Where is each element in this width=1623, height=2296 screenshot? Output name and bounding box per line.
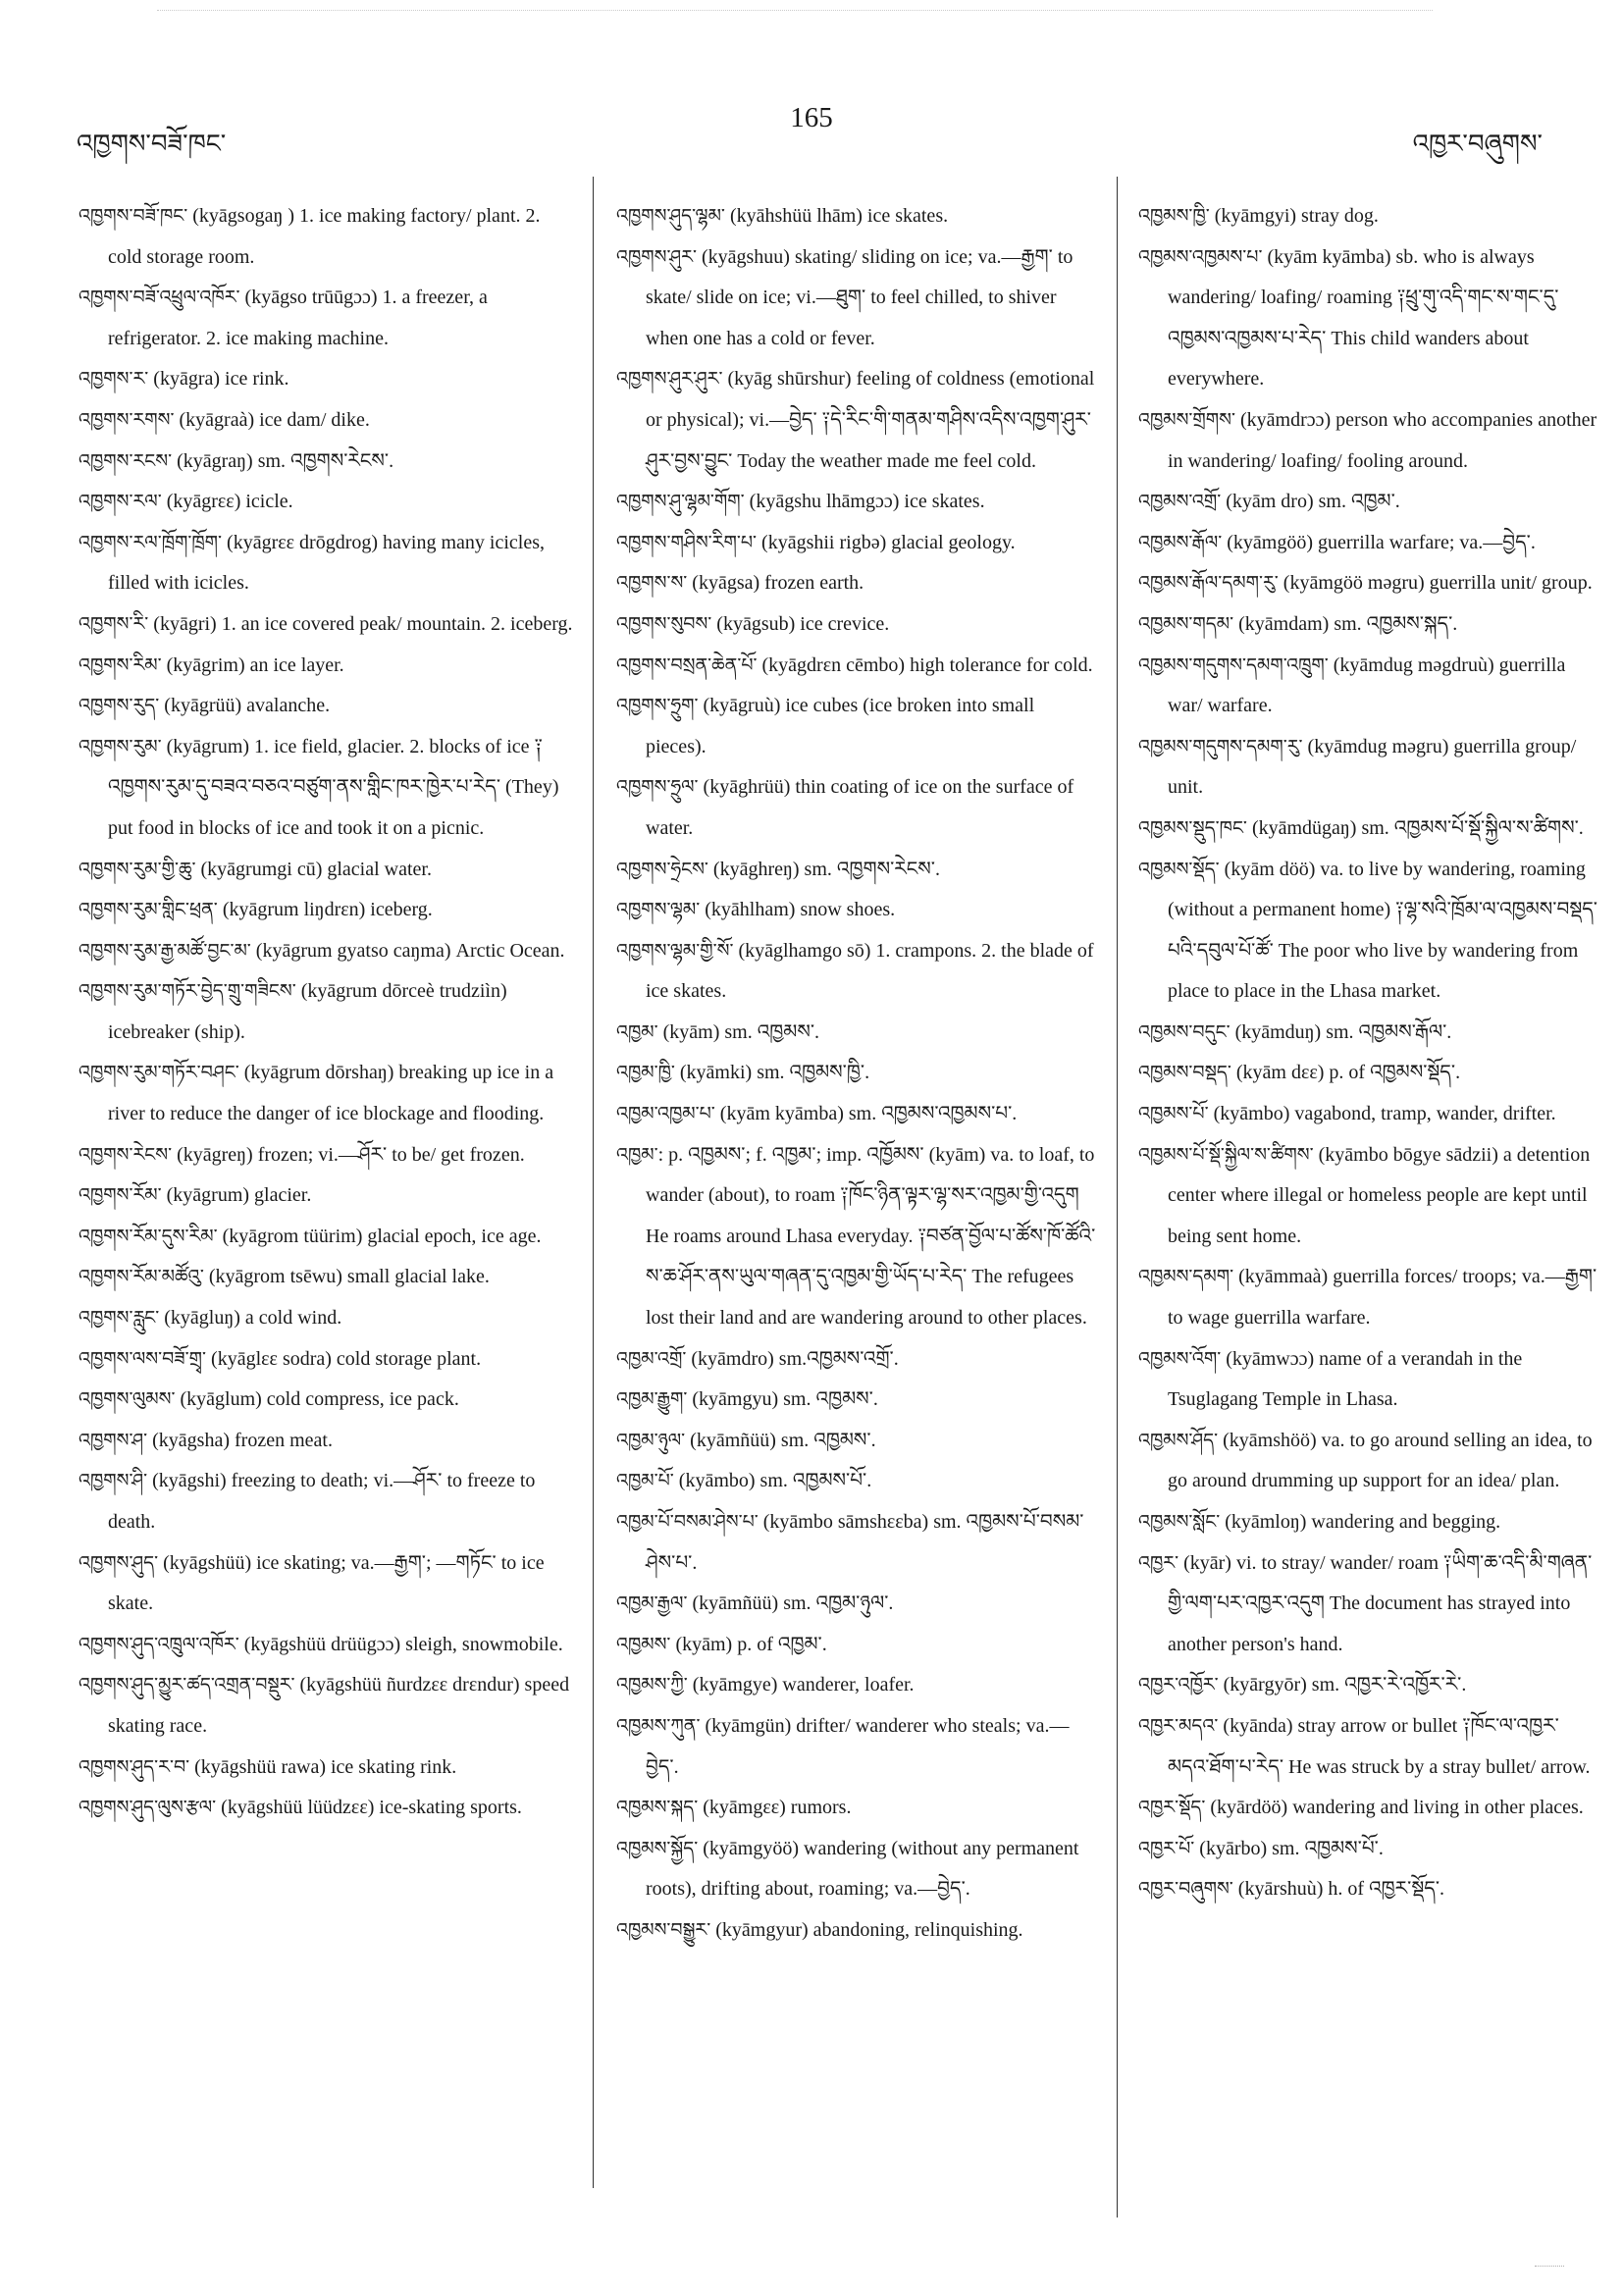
dictionary-entry [79, 1748, 574, 1789]
dictionary-entry [1138, 1053, 1599, 1094]
entry-definition: (kyāmki) sm. འཁྱམས་ཁྱི་. [674, 1062, 870, 1084]
dictionary-entry [1138, 1706, 1599, 1788]
dictionary-entry [616, 931, 1097, 1013]
entry-definition: (kyāmdügaŋ) sm. འཁྱམས་པོ་སྡོ་སྐྱིལ་ས་ཚིགས་. [1246, 816, 1584, 839]
entry-headword: འཁྱམས་གདུགས་དམག་རུ་ [1138, 735, 1303, 757]
entry-definition: (kyāmñüü) sm. འཁྱམ་ཉུལ་. [687, 1592, 894, 1615]
entry-headword: འཁྱགས་རེངས་ [79, 1143, 173, 1166]
entry-headword: འཁྱགས་ཧྲུག་ [616, 695, 699, 717]
dictionary-entry [79, 523, 574, 604]
entry-headword: འཁྱམས་བདུང་ [1138, 1020, 1230, 1043]
column-divider [1117, 177, 1118, 2218]
entry-headword: འཁྱམ་འཁྱམ་པ་ [616, 1103, 715, 1125]
entry-definition: (kyāgsha) frozen meat. [147, 1429, 333, 1451]
entry-definition: (kyām) sm. འཁྱམས་. [657, 1020, 820, 1043]
entry-headword: འཁྱགས་བཟོ་འཕྲུལ་འཁོར་ [79, 287, 240, 309]
entry-definition: (kyāgso trūūgɔɔ) 1. a freezer, a refrigerator. 2. ice making machine. [108, 287, 488, 349]
entry-definition: (kyāgshüü rawa) ice skating rink. [189, 1755, 457, 1778]
entry-headword: འཁྱམ་རྒྱུག་ [616, 1388, 688, 1411]
entry-headword: འཁྱམས་དམག་ [1138, 1266, 1234, 1288]
dictionary-entry [1138, 1829, 1599, 1870]
entry-headword: འཁྱགས་ཤུད་འཁྲུལ་འཁོར་ [79, 1633, 239, 1655]
entry-headword: འཁྱམས་ཤོད་ [1138, 1429, 1219, 1451]
running-head-right: འཁྱར་བཞུགས་ [1412, 130, 1543, 159]
entry-headword: འཁྱགས་རིམ་ [79, 653, 162, 676]
dictionary-entry [616, 686, 1097, 767]
dictionary-entry [1138, 727, 1599, 809]
dictionary-entry [616, 1829, 1097, 1910]
entry-definition: (kyāmñüü) sm. འཁྱམས་. [685, 1429, 876, 1451]
entry-headword: འཁྱམས་སྡོད་ [1138, 858, 1220, 880]
entry-headword: འཁྱགས་རུམ་གཏོར་བཤང་ [79, 1062, 239, 1084]
entry-definition: (kyāgreŋ) frozen; vi.—ཤོར་ to be/ get frozen. [172, 1143, 525, 1166]
entry-headword: འཁྱམ་འགྲོ་ [616, 1347, 687, 1370]
dictionary-entry [1138, 1339, 1599, 1421]
entry-headword: འཁྱགས་ར་ [79, 368, 149, 391]
entry-headword: འཁྱགས་སུབས་ [616, 612, 712, 635]
entry-definition: (kyāgrum) 1. ice field, glacier. 2. blocks of ice ༑འཁྱགས་རུམ་དུ་བཟའ་བཅའ་བཙུག་ནས་གླིང་ཁར་ཁྱེར་པ་རེད་ (They) put food in blocks of ice and took it on a picnic. [108, 735, 559, 839]
dictionary-entry [79, 482, 574, 523]
entry-definition: (kyāgrüü) avalanche. [159, 695, 331, 717]
dictionary-entry [1138, 1257, 1599, 1338]
entry-headword: འཁྱམ་པོ་བསམ་ཤེས་པ་ [616, 1511, 759, 1533]
entry-definition: (kyāg shūrshur) feeling of coldness (emotional or physical); vi.—བྱེད་ ༑དེ་རིང་གི་གནམ་གཤིས་འདིས་འཁྱག་ཤུར་ཤུར་བྱས་བྱུང་ Today the weather made me feel cold. [646, 368, 1095, 472]
entry-definition: (kyāgrum dōrshaŋ) breaking up ice in a river to reduce the danger of ice blockage and flooding. [108, 1062, 554, 1125]
entry-headword: འཁྱམས་སྡུད་ཁང་ [1138, 816, 1247, 839]
dictionary-entry [616, 1625, 1097, 1666]
entry-definition: (kyāmgyi) stray dog. [1209, 205, 1379, 227]
entry-headword: འཁྱགས་རོམ་དུས་རིམ་ [79, 1225, 218, 1247]
entry-definition: (kyāmgyöö) wandering (without any permanent roots), drifting about, roaming; va.—བྱེད་. [646, 1837, 1079, 1901]
entry-definition: (kyāgrum dōrceè trudziìn) icebreaker (ship). [108, 980, 507, 1043]
entry-definition: (kyāmwɔɔ) name of a verandah in the Tsuglagang Temple in Lhasa. [1168, 1347, 1523, 1411]
entry-headword: འཁྱགས་རུམ་ [79, 735, 162, 757]
dictionary-entry [616, 604, 1097, 646]
entry-headword: འཁྱམས་ཁྱི་ [1138, 205, 1210, 227]
entry-definition: (kyāmbo sāmshɛɛba) sm. འཁྱམས་པོ་བསམ་ཤེས་པ་. [646, 1511, 1084, 1574]
entry-headword: འཁྱར་སྡོད་ [1138, 1797, 1206, 1819]
entry-definition: (kyāgraà) ice dam/ dike. [174, 408, 370, 431]
dictionary-entry [79, 278, 574, 359]
entry-headword: འཁྱམས་གདམ་ [1138, 612, 1234, 635]
dictionary-entry [1138, 1421, 1599, 1502]
dictionary-entry [616, 1135, 1097, 1339]
entry-definition: (kyāmloŋ) wandering and begging. [1220, 1511, 1501, 1533]
entry-headword: འཁྱགས་ལྷམ་ [616, 899, 701, 921]
entry-headword: འཁྱར་མདའ་ [1138, 1714, 1219, 1737]
entry-headword: འཁྱམས་རྒོལ་ [1138, 531, 1223, 553]
dictionary-entry [1138, 1665, 1599, 1706]
entry-definition: (kyāmdro) sm.འཁྱམས་འགྲོ་. [686, 1347, 899, 1370]
dictionary-entry [1138, 482, 1599, 523]
entry-headword: འཁྱར་འཁྱོར་ [1138, 1674, 1219, 1696]
entry-headword: འཁྱགས་གཤིས་རིག་པ་ [616, 531, 758, 553]
entry-definition: (kyām) p. of འཁྱམ་. [670, 1633, 827, 1655]
dictionary-entry [616, 523, 1097, 564]
dictionary-entry [79, 196, 574, 278]
entry-headword: འཁྱམ་ [616, 1143, 658, 1166]
entry-headword: འཁྱགས་ཧྲུལ་ [616, 776, 699, 799]
entry-definition: (kyām kyāmba) sb. who is always wandering/ loafing/ roaming ༑ཕྲུ་གུ་འདི་གང་ས་གང་དུ་འཁྱམས་འཁྱམས་པ་རེད་ This child wanders about everywhere. [1168, 245, 1559, 391]
entry-definition: (kyāgrɛɛ drōgdrog) having many icicles, filled with icicles. [108, 531, 545, 595]
dictionary-entry [79, 1053, 574, 1134]
entry-headword: འཁྱགས་རགས་ [79, 408, 175, 431]
entry-definition: (kyām döö) va. to live by wandering, roaming (without a permanent home) ༑ལྷ་སའི་ཁྲོམ་ལ་འཁྱམས་བསྡད་པའི་དབུལ་པོ་ཚོ་ The poor who live by wandering from place to place in the Lhasa market. [1168, 858, 1598, 1003]
entry-definition: (kyāhlham) snow shoes. [700, 899, 896, 921]
entry-definition: (kyāgshii rigbə) glacial geology. [757, 531, 1016, 553]
dictionary-entry [79, 442, 574, 483]
entry-definition: (kyām kyāmba) sm. འཁྱམས་འཁྱམས་པ་. [714, 1103, 1018, 1125]
dictionary-entry [79, 850, 574, 891]
entry-definition: (kyāmgün) drifter/ wanderer who steals; va.—བྱེད་. [646, 1714, 1070, 1778]
running-head-left: འཁྱགས་བཟོ་ཁང་ [77, 130, 227, 159]
entry-definition: (kyām dɛɛ) p. of འཁྱམས་སྡོད་. [1230, 1062, 1461, 1084]
entry-headword: འཁྱགས་ས་ [616, 572, 688, 595]
entry-headword: འཁྱམས་བསྡད་ [1138, 1062, 1231, 1084]
entry-headword: འཁྱགས་བཟོ་ཁང་ [79, 205, 188, 227]
scan-artifact [1535, 2252, 1564, 2267]
page-number: 165 [790, 102, 833, 133]
entry-definition: (kyārdöö) wandering and living in other places. [1205, 1797, 1584, 1819]
entry-definition: (kyāmmaà) guerrilla forces/ troops; va.—རྒྱག་ to wage guerrilla warfare. [1168, 1266, 1597, 1330]
entry-headword: འཁྱམས་འཁྱམས་པ་ [1138, 245, 1263, 268]
entry-definition: (kyāmshöö) va. to go around selling an idea, to go around drumming up support for an idea/ plan. [1168, 1429, 1593, 1492]
entry-definition: (kyām dro) sm. འཁྱམ་. [1221, 491, 1400, 513]
dictionary-entry [79, 686, 574, 727]
entry-definition: (kyāgraŋ) sm. འཁྱགས་རེངས་. [172, 449, 394, 472]
entry-headword: འཁྱམས་འགྲོ་ [1138, 491, 1222, 513]
entry-definition: (kyāmgye) wanderer, loafer. [687, 1674, 915, 1696]
entry-definition: (kyāgdrɛn cēmbo) high tolerance for cold. [757, 653, 1093, 676]
dictionary-entry [616, 850, 1097, 891]
dictionary-entry [616, 1910, 1097, 1952]
entry-definition: (kyāgrim) an ice layer. [161, 653, 344, 676]
entry-headword: འཁྱགས་ཤུད་ལུས་རྩལ་ [79, 1797, 217, 1819]
entry-definition: (kyāgshüü) ice skating; va.—རྒྱག་; —གཏོང་ to ice skate. [108, 1551, 545, 1615]
entry-definition: (kyāgshüü ñurdzɛɛ drɛndur) speed skating race. [108, 1674, 570, 1737]
dictionary-entry [79, 1380, 574, 1421]
entry-headword: འཁྱགས་ཤི་ [79, 1470, 148, 1492]
dictionary-entry [1138, 1094, 1599, 1135]
entry-headword: འཁྱགས་རུད་ [79, 695, 160, 717]
entry-definition: (kyāgri) 1. an ice covered peak/ mountain. 2. iceberg. [148, 612, 573, 635]
dictionary-entry [1138, 1869, 1599, 1910]
entry-headword: འཁྱམས་པོ་ [1138, 1103, 1209, 1125]
entry-definition: (kyāmbo) vagabond, tramp, wander, drifter. [1208, 1103, 1556, 1125]
dictionary-entry [79, 890, 574, 931]
dictionary-entry [1138, 523, 1599, 564]
dictionary-entry [616, 1461, 1097, 1502]
entry-definition: (kyāhshüü lhām) ice skates. [724, 205, 949, 227]
entry-definition: (kyārbo) sm. འཁྱམས་པོ་. [1194, 1837, 1384, 1859]
dictionary-entry [1138, 237, 1599, 400]
entry-headword: འཁྱགས་རུམ་གཏོར་བྱེད་གྲུ་གཟིངས་ [79, 980, 296, 1003]
entry-headword: འཁྱར་པོ་ [1138, 1837, 1195, 1859]
entry-headword: འཁྱམས་གྲོགས་ [1138, 408, 1235, 431]
entry-headword: འཁྱམས་ [616, 1633, 671, 1655]
dictionary-entry [79, 1421, 574, 1462]
dictionary-entry [79, 971, 574, 1053]
entry-headword: འཁྱགས་རུམ་གླིང་ཕྲན་ [79, 899, 218, 921]
dictionary-entry [616, 196, 1097, 237]
dictionary-entry [1138, 1502, 1599, 1543]
dictionary-entry [616, 1339, 1097, 1381]
entry-headword: འཁྱམ་ཉུལ་ [616, 1429, 686, 1451]
dictionary-entry [616, 1380, 1097, 1421]
dictionary-entry [616, 237, 1097, 360]
dictionary-entry [1138, 563, 1599, 604]
dictionary-entry [79, 1665, 574, 1747]
entry-headword: འཁྱགས་རི་ [79, 612, 149, 635]
entry-headword: འཁྱགས་རལ་ཁྲོག་ཁྲོག་ [79, 531, 223, 553]
entry-definition: (kyāglɛɛ sodra) cold storage plant. [206, 1347, 482, 1370]
dictionary-entry [616, 1013, 1097, 1054]
dictionary-entry [79, 1625, 574, 1666]
entry-definition: (kyāglum) cold compress, ice pack. [175, 1388, 459, 1411]
entry-headword: འཁྱགས་རོམ་ [79, 1184, 162, 1207]
dictionary-entry [79, 1217, 574, 1258]
entry-headword: འཁྱགས་བསྲན་ཆེན་པོ་ [616, 653, 758, 676]
entry-definition: (kyāgrum liŋdrɛn) iceberg. [217, 899, 433, 921]
entry-definition: : p. འཁྱམས་; f. འཁྱམ་; imp. འཁྱོམས་ (kyām) va. to loaf, to wander (about), to roam ༑ཁོང་ཉིན་ལྟར་ལྷ་སར་འཁྱམ་གྱི་འདུག He roams around Lhasa everyday. ༑བཙན་བྱོལ་པ་ཚོས་ཁོ་ཚོའི་ས་ཆ་ཤོར་ནས་ཡུལ་གཞན་དུ་འཁྱམ་གྱི་ཡོད་པ་རེད་ The refugees lost their land and are wandering around to other places. [646, 1143, 1096, 1330]
entry-definition: (kyāmbo bōgye sādzii) a detention center where illegal or homeless people are kept until being sent home. [1168, 1143, 1591, 1247]
dictionary-entry [79, 604, 574, 646]
entry-headword: འཁྱམ་པོ་ [616, 1470, 674, 1492]
entry-headword: འཁྱགས་ཤུད་ [79, 1551, 159, 1574]
dictionary-entry [1138, 400, 1599, 482]
column-1 [79, 196, 574, 2257]
dictionary-entry [79, 1461, 574, 1542]
dictionary-entry [79, 646, 574, 687]
dictionary-entry [616, 1584, 1097, 1625]
entry-definition: (kyāmdug məgdruù) guerrilla war/ warfare. [1168, 653, 1566, 717]
entry-headword: འཁྱགས་རལ་ [79, 491, 162, 513]
entry-headword: འཁྱར་བཞུགས་ [1138, 1878, 1233, 1901]
entry-headword: འཁྱར་ [1138, 1551, 1179, 1574]
entry-definition: (kyāgshuu) skating/ sliding on ice; va.—རྒྱག་ to skate/ slide on ice; vi.—ཐུག་ to feel chilled, to shiver when one has a cold or fever. [646, 245, 1073, 349]
entry-headword: འཁྱགས་ཤུར་ [616, 245, 697, 268]
dictionary-entry [79, 400, 574, 442]
dictionary-entry [79, 1339, 574, 1381]
dictionary-entry [616, 646, 1097, 687]
dictionary-entry [1138, 1788, 1599, 1829]
column-2 [616, 196, 1097, 2257]
dictionary-entry [616, 890, 1097, 931]
entry-headword: འཁྱམས་སློང་ [1138, 1511, 1221, 1533]
entry-headword: འཁྱགས་རུམ་གྱི་ཆུ་ [79, 858, 196, 880]
dictionary-entry [616, 1502, 1097, 1584]
entry-definition: (kyāgluŋ) a cold wind. [159, 1307, 342, 1330]
dictionary-entry [616, 1053, 1097, 1094]
entry-headword: འཁྱམས་ཀུན་ [616, 1714, 701, 1737]
entry-definition: (kyāgshüü drüügɔɔ) sleigh, snowmobile. [238, 1633, 563, 1655]
entry-definition: (kyāmdrɔɔ) person who accompanies another in wandering/ loafing/ fooling around. [1168, 408, 1597, 472]
column-3 [1138, 196, 1599, 2257]
entry-definition: (kyāgsa) frozen earth. [687, 572, 864, 595]
entry-headword: འཁྱགས་རླུང་ [79, 1307, 160, 1330]
entry-headword: འཁྱམ་ [616, 1020, 658, 1043]
dictionary-entry [616, 1094, 1097, 1135]
dictionary-entry [79, 1257, 574, 1298]
dictionary-entry [1138, 850, 1599, 1013]
dictionary-entry [616, 1788, 1097, 1829]
entry-definition: (kyār) vi. to stray/ wander/ roam ༑ཡིག་ཆ་འདི་མི་གཞན་གྱི་ལག་པར་འཁྱར་འདུག The document has strayed into another person's hand. [1168, 1551, 1593, 1655]
dictionary-entry [616, 563, 1097, 604]
dictionary-entry [1138, 809, 1599, 850]
entry-headword: འཁྱམས་སྐད་ [616, 1797, 699, 1819]
entry-headword: འཁྱགས་ལས་བཟོ་གྲྭ་ [79, 1347, 207, 1370]
entry-definition: (kyāgsogaŋ ) 1. ice making factory/ plant. 2. cold storage room. [108, 205, 541, 268]
dictionary-entry [1138, 604, 1599, 646]
entry-definition: (kyāmgöö) guerrilla warfare; va.—བྱེད་. [1222, 531, 1536, 553]
entry-headword: འཁྱགས་ཤུད་ལྷམ་ [616, 205, 725, 227]
entry-definition: (kyāgrumgi cū) glacial water. [195, 858, 432, 880]
entry-definition: (kyāghrüü) thin coating of ice on the surface of water. [646, 776, 1074, 839]
column-divider [593, 177, 594, 2188]
dictionary-entry [79, 359, 574, 400]
entry-headword: འཁྱགས་ཤ་ [79, 1429, 148, 1451]
entry-headword: འཁྱགས་ལུམས་ [79, 1388, 176, 1411]
entry-definition: (kyāmgɛɛ) rumors. [698, 1797, 852, 1819]
entry-definition: (kyāgrum) glacier. [161, 1184, 312, 1207]
entry-headword: འཁྱམས་ཀྱི་ [616, 1674, 688, 1696]
dictionary-entry [1138, 1543, 1599, 1666]
dictionary-entry [616, 767, 1097, 849]
entry-definition: (kyāgshi) freezing to death; vi.—ཤོར་ to freeze to death. [108, 1470, 536, 1533]
entry-definition: (kyāmgyur) abandoning, relinquishing. [710, 1918, 1023, 1941]
scan-edge [157, 10, 1433, 11]
dictionary-entry [79, 1175, 574, 1217]
dictionary-entry [79, 1788, 574, 1829]
dictionary-entry [79, 1543, 574, 1625]
entry-headword: འཁྱགས་རངས་ [79, 449, 173, 472]
dictionary-entry [616, 359, 1097, 482]
entry-headword: འཁྱམས་པོ་སྡོ་སྐྱིལ་ས་ཚིགས་ [1138, 1143, 1314, 1166]
entry-headword: འཁྱགས་རུམ་རྒྱ་མཚོ་བྱང་མ་ [79, 939, 251, 962]
entry-definition: (kyāmgyu) sm. འཁྱམས་. [687, 1388, 878, 1411]
dictionary-entry [1138, 1013, 1599, 1054]
entry-headword: འཁྱམས་གདུགས་དམག་འཁྲུག་ [1138, 653, 1329, 676]
entry-definition: (kyāmdug məgru) guerrilla group/ unit. [1168, 735, 1577, 799]
entry-headword: འཁྱགས་ལྷམ་གྱི་སོ་ [616, 939, 734, 962]
entry-definition: (kyāmgöö məgru) guerrilla unit/ group. [1278, 572, 1593, 595]
dictionary-entry [616, 1421, 1097, 1462]
entry-definition: (kyāgruù) ice cubes (ice broken into small pieces). [646, 695, 1035, 757]
entry-definition: (kyārgyōr) sm. འཁྱར་རེ་འཁྱོར་རེ་. [1218, 1674, 1467, 1696]
dictionary-entry [79, 931, 574, 972]
dictionary-entry [1138, 1135, 1599, 1258]
entry-headword: འཁྱམས་འོག་ [1138, 1347, 1222, 1370]
entry-definition: (kyāgsub) ice crevice. [711, 612, 890, 635]
entry-definition: (kyāgrum gyatso caŋma) Arctic Ocean. [250, 939, 565, 962]
entry-definition: (kyānda) stray arrow or bullet ༑ཁོང་ལ་འཁྱར་མདའ་ཐོག་པ་རེད་ He was struck by a stray bullet/ arrow. [1168, 1714, 1591, 1778]
entry-definition: (kyāghreŋ) sm. འཁྱགས་རེངས་. [707, 858, 940, 880]
dictionary-entry [616, 482, 1097, 523]
entry-headword: འཁྱགས་ཤུ་ལྷམ་གོག་ [616, 491, 745, 513]
entry-headword: འཁྱམ་རྒྱལ་ [616, 1592, 688, 1615]
entry-headword: འཁྱམས་བསྒྱུར་ [616, 1918, 711, 1941]
entry-headword: འཁྱགས་ཧྲེངས་ [616, 858, 708, 880]
entry-headword: འཁྱགས་རོམ་མཚོའུ་ [79, 1266, 204, 1288]
dictionary-entry [616, 1665, 1097, 1706]
dictionary-entry [79, 727, 574, 850]
dictionary-entry [79, 1298, 574, 1339]
dictionary-entry [616, 1706, 1097, 1788]
entry-headword: འཁྱགས་ཤུར་ཤུར་ [616, 368, 723, 391]
entry-definition: (kyāmduŋ) sm. འཁྱམས་རྒོལ་. [1230, 1020, 1452, 1043]
entry-definition: (kyāgra) ice rink. [148, 368, 289, 391]
entry-headword: འཁྱགས་ཤུད་མྱུར་ཚད་འགྲན་བསྡུར་ [79, 1674, 295, 1696]
entry-definition: (kyāmbo) sm. འཁྱམས་པོ་. [673, 1470, 872, 1492]
entry-definition: (kyāgshu lhāmgɔɔ) ice skates. [744, 491, 985, 513]
entry-headword: འཁྱམས་སྐྱོད་ [616, 1837, 699, 1859]
entry-definition: (kyāglhamgo sō) 1. crampons. 2. the blade of ice skates. [646, 939, 1094, 1003]
entry-headword: འཁྱགས་ཤུད་ར་བ་ [79, 1755, 190, 1778]
dictionary-entry [1138, 646, 1599, 727]
entry-definition: (kyāgrom tüürim) glacial epoch, ice age. [217, 1225, 542, 1247]
entry-definition: (kyāgrom tsēwu) small glacial lake. [203, 1266, 490, 1288]
entry-definition: (kyārshuù) h. of འཁྱར་སྡོད་. [1232, 1878, 1445, 1901]
entry-headword: འཁྱམས་རྒོལ་དམག་རུ་ [1138, 572, 1279, 595]
entry-definition: (kyāmdam) sm. འཁྱམས་སྐད་. [1233, 612, 1458, 635]
entry-definition: (kyāgrɛɛ) icicle. [161, 491, 293, 513]
dictionary-entry [79, 1135, 574, 1176]
entry-headword: འཁྱམ་ཁྱི་ [616, 1062, 675, 1084]
dictionary-entry [1138, 196, 1599, 237]
entry-definition: (kyāgshüü lüüdzɛɛ) ice-skating sports. [216, 1797, 522, 1819]
